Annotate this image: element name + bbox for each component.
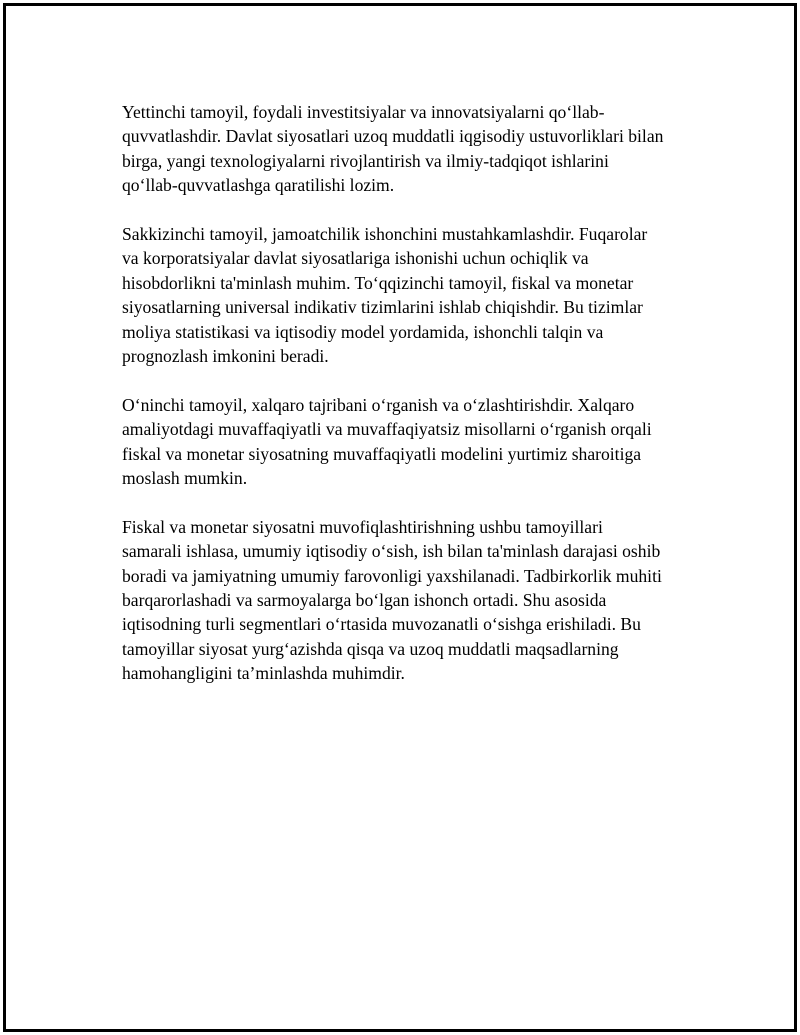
- document-body: [122, 100, 667, 710]
- paragraph-eighth-ninth-principles: Sakkizinchi tamoyil, jamoatchilik ishonchini mustahkamlashdir. Fuqarolar va korporatsiyalar davlat siyosatlariga ishonishi uchun ochiqlik va hisobdorlikni ta'minlash muhim. To‘qqizinchi tamoyil, fiskal va monetar siyosatlarning universal indikativ tizimlarini ishlab chiqishdir. Bu tizimlar moliya statistikasi va iqtisodiy model yordamida, ishonchli talqin va prognozlash imkonini beradi.: [122, 224, 648, 367]
- paragraph-seventh-principle: Yettinchi tamoyil, foydali investitsiyalar va innovatsiyalarni qo‘llab- quvvatlashdir. Davlat siyosatlari uzoq muddatli iqgisodiy ustuvorliklari bilan birga, yangi texnologiyalarni rivojlantirish va ilmiy-tadqiqot ishlarini qo‘llab-quvvatlashga qaratilishi lozim.: [122, 102, 664, 196]
- page-frame: [3, 3, 797, 1032]
- paragraph-conclusion: Fiskal va monetar siyosatni muvofiqlashtirishning ushbu tamoyillari samarali ishlasa, umumiy iqtisodiy o‘sish, ish bilan ta'minlash darajasi oshib boradi va jamiyatning umumiy farovonligi yaxshilanadi. Tadbirkorlik muhiti barqarorlashadi va sarmoyalarga bo‘lgan ishonch ortadi. Shu asosida iqtisodning turli segmentlari o‘rtasida muvozanatli o‘sishga erishiladi. Bu tamoyillar siyosat yurg‘azishda qisqa va uzoq muddatli maqsadlarning hamohangligini ta’minlashda muhimdir.: [122, 516, 662, 684]
- paragraph-tenth-principle: O‘ninchi tamoyil, xalqaro tajribani o‘rganish va o‘zlashtirishdir. Xalqaro amaliyotdagi muvaffaqiyatli va muvaffaqiyatsiz misollarni o‘rganish orqali fiskal va monetar siyosatning muvaffaqiyatli modelini yurtimiz sharoitiga moslash mumkin.: [122, 394, 652, 489]
